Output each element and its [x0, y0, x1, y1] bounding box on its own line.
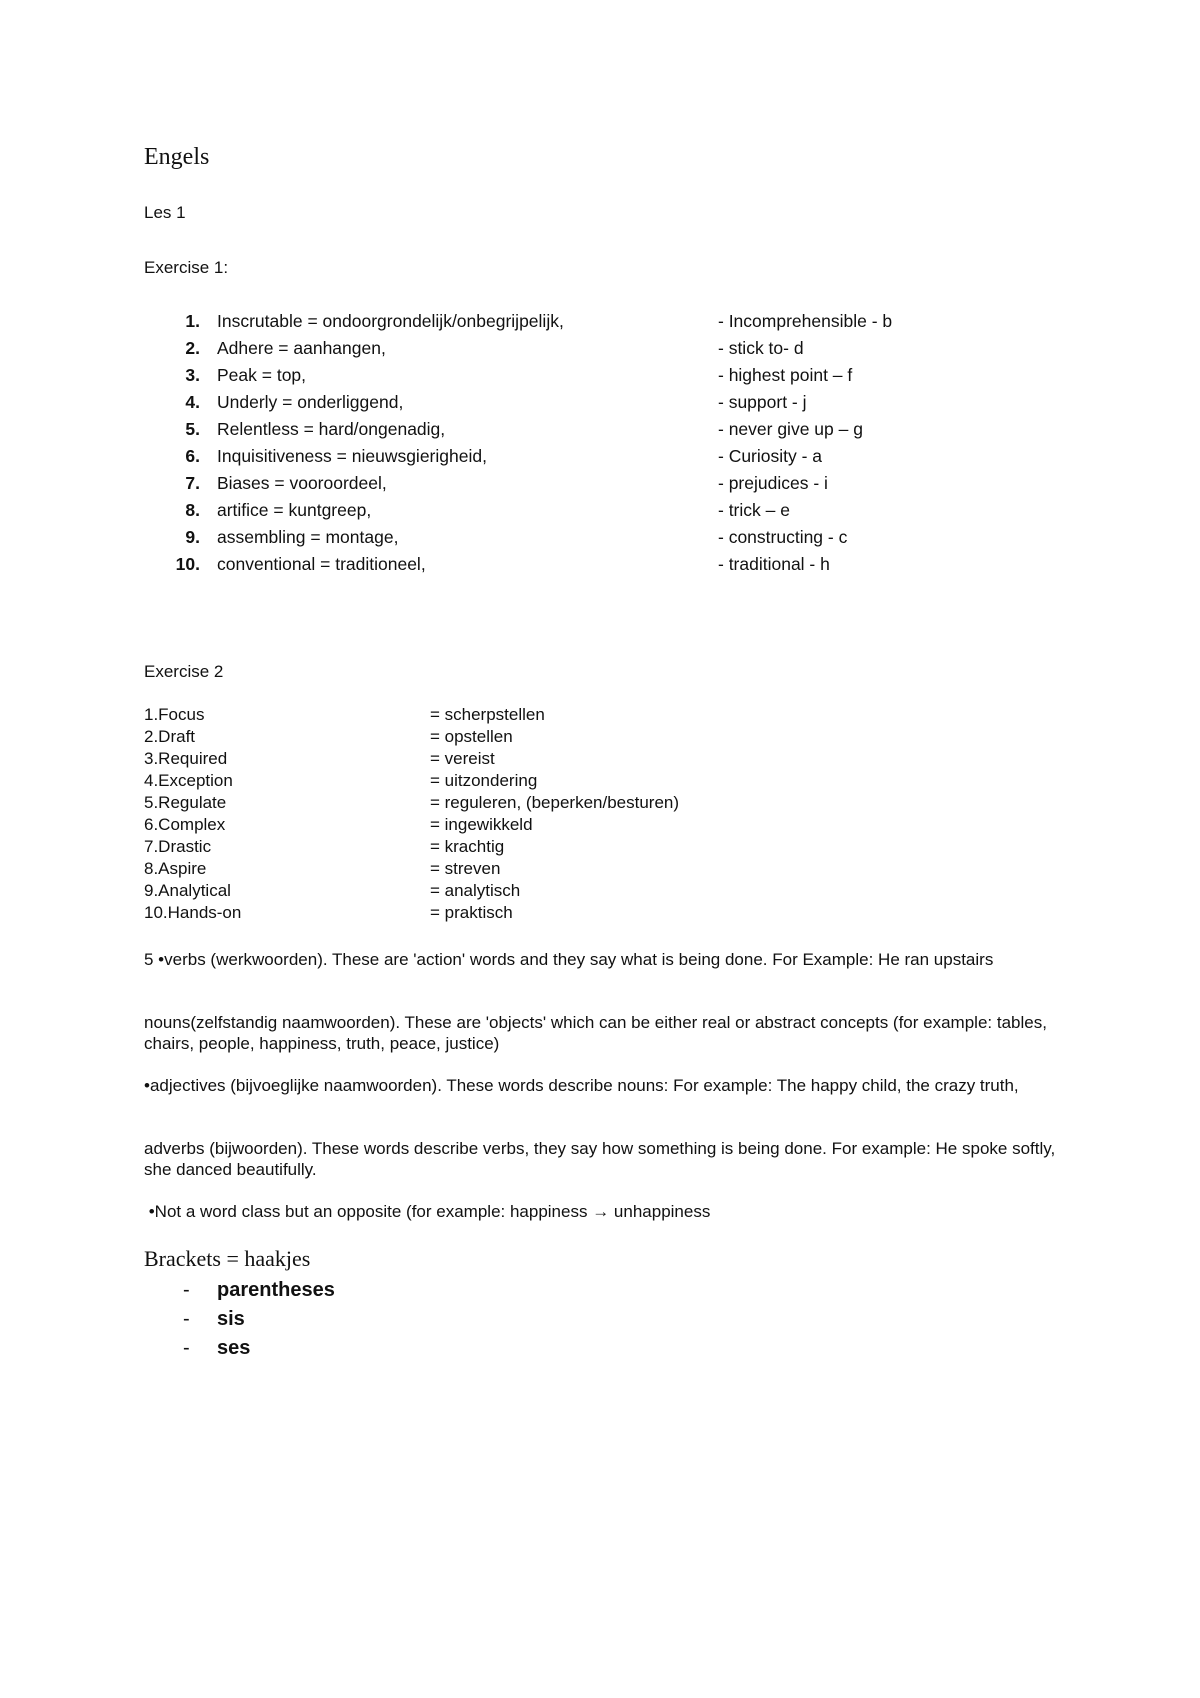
item-term: 9.Analytical: [144, 881, 231, 900]
adjectives-paragraph: •adjectives (bijvoeglijke naamwoorden). These words describe nouns: For example: The happy child, the crazy truth,: [144, 1076, 1019, 1095]
item-term: 3.Required: [144, 749, 228, 768]
item-translation: = ingewikkeld: [430, 815, 533, 834]
item-number: 5.: [185, 419, 200, 439]
item-term: 7.Drastic: [144, 837, 212, 856]
item-answer: - Incomprehensible - b: [718, 311, 893, 331]
item-number: 9.: [185, 527, 200, 547]
item-number: 1.: [185, 311, 200, 331]
item-definition: conventional = traditioneel,: [217, 554, 426, 574]
item-definition: artifice = kuntgreep,: [217, 500, 372, 520]
item-number: 3.: [185, 365, 200, 385]
item-number: 2.: [185, 338, 200, 358]
list-bullet: -: [183, 1279, 190, 1301]
item-term: 10.Hands-on: [144, 903, 242, 922]
lesson-label: Les 1: [144, 203, 186, 222]
item-term: 6.Complex: [144, 815, 226, 834]
item-answer: - prejudices - i: [718, 473, 828, 493]
item-answer: - constructing - c: [718, 527, 848, 547]
item-definition: Biases = vooroordeel,: [217, 473, 387, 493]
verbs-paragraph: 5 •verbs (werkwoorden). These are 'action' words and they say what is being done. For Example: He ran upstairs: [144, 950, 994, 969]
item-number: 4.: [185, 392, 200, 412]
item-translation: = scherpstellen: [430, 705, 545, 724]
item-answer: - traditional - h: [718, 554, 830, 574]
brackets-heading: Brackets = haakjes: [144, 1246, 311, 1271]
item-term: 2.Draft: [144, 727, 196, 746]
item-translation: = opstellen: [430, 727, 513, 746]
item-number: 7.: [185, 473, 200, 493]
page-title: Engels: [144, 144, 210, 170]
item-definition: assembling = montage,: [217, 527, 399, 547]
item-number: 8.: [185, 500, 200, 520]
item-translation: = krachtig: [430, 837, 505, 856]
item-term: 8.Aspire: [144, 859, 207, 878]
item-translation: = uitzondering: [430, 771, 538, 790]
list-word: ses: [217, 1337, 251, 1359]
nouns-paragraph: nouns(zelfstandig naamwoorden). These are 'objects' which can be either real or abstract concepts (for example: tables, chairs, people, happiness, truth, peace, justice): [144, 1013, 1047, 1053]
item-definition: Underly = onderliggend,: [217, 392, 404, 412]
list-word: sis: [217, 1308, 245, 1330]
exercise2-heading: Exercise 2: [144, 662, 224, 681]
item-translation: = reguleren, (beperken/besturen): [430, 793, 680, 812]
exercise1-heading: Exercise 1:: [144, 258, 229, 277]
list-bullet: -: [183, 1308, 190, 1330]
opposite-paragraph: •Not a word class but an opposite (for example: happiness → unhappiness: [144, 1202, 711, 1221]
item-number: 10.: [175, 554, 200, 574]
item-definition: Inquisitiveness = nieuwsgierigheid,: [217, 446, 487, 466]
item-term: 5.Regulate: [144, 793, 227, 812]
item-answer: - trick – e: [718, 500, 790, 520]
list-bullet: -: [183, 1337, 190, 1359]
item-definition: Peak = top,: [217, 365, 307, 385]
list-word: parentheses: [217, 1279, 335, 1301]
item-answer: - highest point – f: [718, 365, 853, 385]
item-definition: Adhere = aanhangen,: [217, 338, 386, 358]
item-term: 1.Focus: [144, 705, 205, 724]
item-term: 4.Exception: [144, 771, 233, 790]
item-translation: = analytisch: [430, 881, 521, 900]
item-definition: Relentless = hard/ongenadig,: [217, 419, 446, 439]
item-answer: - stick to- d: [718, 338, 804, 358]
item-translation: = streven: [430, 859, 501, 878]
item-answer: - support - j: [718, 392, 807, 412]
adverbs-paragraph: adverbs (bijwoorden). These words describe verbs, they say how something is being done. For example: He spoke softly, she danced beautifully.: [144, 1139, 1056, 1179]
item-number: 6.: [185, 446, 200, 466]
item-definition: Inscrutable = ondoorgrondelijk/onbegrijpelijk,: [217, 311, 564, 331]
item-translation: = vereist: [430, 749, 495, 768]
item-answer: - never give up – g: [718, 419, 863, 439]
item-translation: = praktisch: [430, 903, 513, 922]
item-answer: - Curiosity - a: [718, 446, 823, 466]
